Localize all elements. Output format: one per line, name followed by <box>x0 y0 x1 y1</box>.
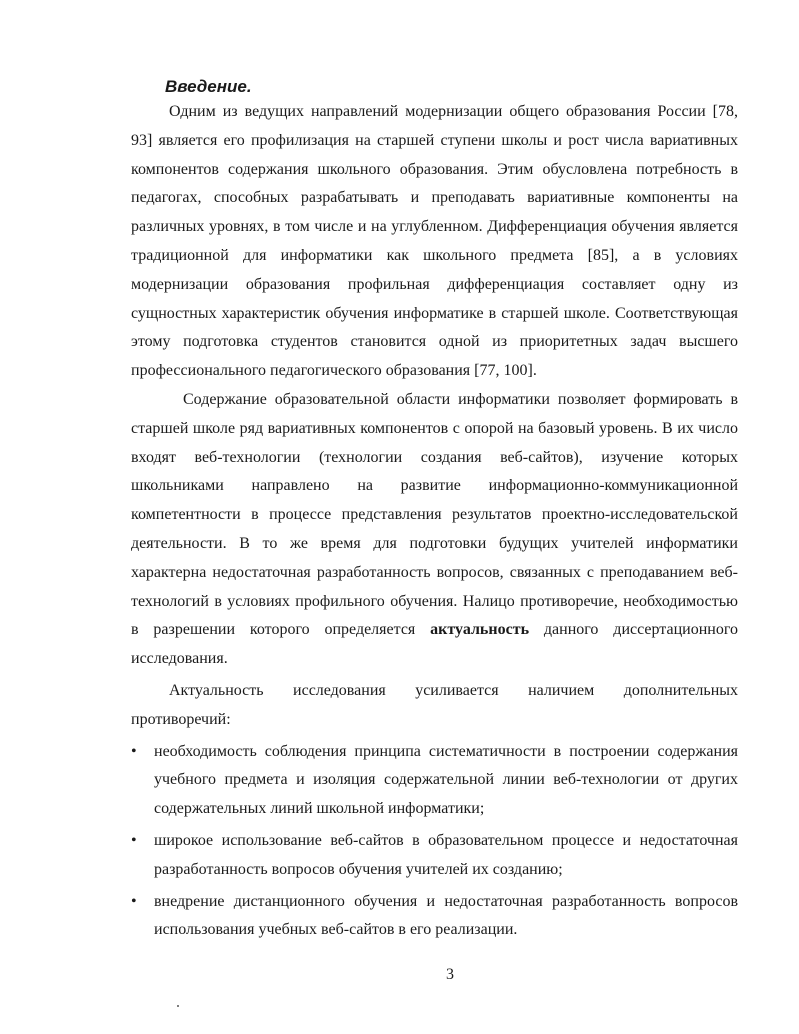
body-text <box>131 98 738 945</box>
paragraph-1: Одним из ведущих направлений модернизации общего образования России [78, 93] является его профилизация на старшей ступени школы и рост числа вариативных компонентов содержания школьного образования. Этим обусловлена потребность в педагогах, способных разрабатывать и преподавать вариативные компоненты на различных уровнях, в том числе и на углубленном. Дифференциация обучения является традиционной для информатики как школьного предмета [85], а в условиях модернизации образования профильная дифференциация составляет одну из сущностных характеристик обучения информатике в старшей школе. Соответствующая этому подготовка студентов становится одной из приоритетных задач высшего профессионального педагогического образования [77, 100]. <box>131 103 738 380</box>
paragraph-2 <box>131 386 738 674</box>
bullet-icon: • <box>131 892 137 910</box>
bullet-icon: • <box>131 742 137 760</box>
bullet-icon: • <box>131 831 137 849</box>
list-item-text: необходимость соблюдения принципа систематичности в построении содержания учебного предмета и изоляция содержательной линии веб-технологии от других содержательных линий школьной информатики; <box>154 742 738 818</box>
keyword-actuality: актуальность <box>430 621 530 639</box>
list-item-text: внедрение дистанционного обучения и недостаточная разработанность вопросов использования учебных веб-сайтов в его реализации. <box>154 892 738 939</box>
list-item <box>131 827 738 885</box>
paragraph-3: Актуальность исследования усиливается наличием дополнительных противоречий: <box>131 681 738 728</box>
page-number: 3 <box>446 966 454 983</box>
list-item <box>131 738 738 824</box>
paragraph-2-text-end: данного диссертационного исследования. <box>131 621 738 668</box>
list-item <box>131 888 738 946</box>
scan-speck <box>177 1005 179 1007</box>
paragraph-2-text-start: Содержание образовательной области информатики позволяет формировать в старшей школе ряд вариативных компонентов с опорой на базовый уровень. В их число входят веб-технологии (технологии создания веб-сайтов), изучение которых школьниками направлено на развитие информационно-коммуникационной компетентности в процессе представления результатов проектно-исследовательской деятельности. В то же время для подготовки будущих учителей информатики характерна недостаточная разработанность вопросов, связанных с преподаванием веб-технологий в условиях профильного обучения. Налицо противоречие, необходимостью в разрешении которого определяется <box>131 390 738 639</box>
section-heading: Введение. <box>165 77 252 96</box>
contradictions-list <box>131 738 738 946</box>
list-item-text: широкое использование веб-сайтов в образовательном процессе и недостаточная разработанность вопросов обучения учителей их созданию; <box>154 831 738 878</box>
